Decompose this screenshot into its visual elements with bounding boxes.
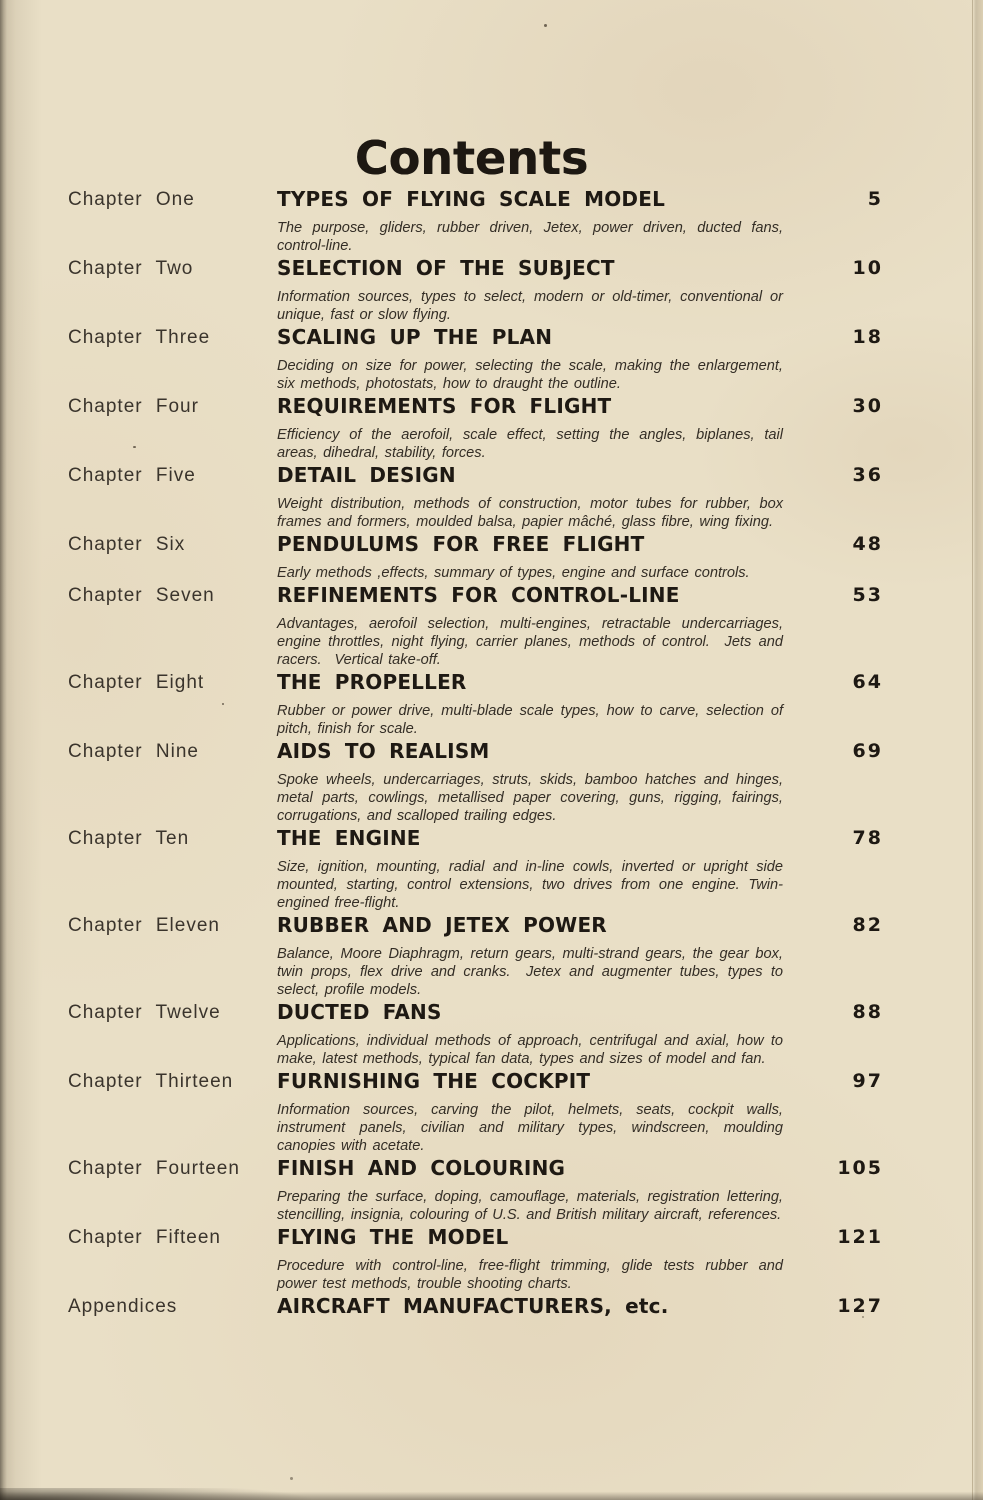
chapter-heading: DETAIL DESIGN <box>277 463 456 487</box>
chapter-description: Deciding on size for power, selecting the scale, making the enlargement, six methods, photostats, how to draught the outline. <box>277 358 783 392</box>
page-number: 5 <box>867 188 883 210</box>
toc-entry <box>68 1001 883 1068</box>
page-number: 78 <box>852 827 883 849</box>
chapter-description: Advantages, aerofoil selection, multi-engines, retractable undercarriages, engine throttles, night flying, carrier planes, methods of control. Jets and racers. Vertical take-off. <box>277 616 783 668</box>
chapter-label: Chapter Twelve <box>68 1002 221 1023</box>
page-number: 53 <box>852 584 883 606</box>
chapter-label: Appendices <box>68 1296 178 1317</box>
toc-entry <box>68 464 883 531</box>
table-of-contents <box>68 188 883 1318</box>
chapter-label: Chapter One <box>68 189 195 210</box>
chapter-label: Chapter Three <box>68 327 211 348</box>
toc-entry <box>68 1295 883 1318</box>
toc-entry <box>68 257 883 324</box>
chapter-heading: FINISH AND COLOURING <box>277 1156 566 1180</box>
toc-entry <box>68 1070 883 1155</box>
page-number: 127 <box>837 1295 883 1317</box>
chapter-heading: FLYING THE MODEL <box>277 1225 509 1249</box>
chapter-heading: FURNISHING THE COCKPIT <box>277 1069 591 1093</box>
chapter-description: Early methods ,effects, summary of types, engine and surface controls. <box>277 565 750 581</box>
chapter-heading: AIRCRAFT MANUFACTURERS, etc. <box>277 1294 669 1318</box>
chapter-description: Weight distribution, methods of construction, motor tubes for rubber, box frames and formers, moulded balsa, papier mâché, glass fibre, wing fixing. <box>277 496 783 530</box>
chapter-label: Chapter Seven <box>68 585 215 606</box>
page-number: 36 <box>852 464 883 486</box>
chapter-label: Chapter Nine <box>68 741 199 762</box>
chapter-heading: RUBBER AND JETEX POWER <box>277 913 607 937</box>
chapter-heading: THE PROPELLER <box>277 670 467 694</box>
toc-entry <box>68 1157 883 1224</box>
chapter-label: Chapter Thirteen <box>68 1071 234 1092</box>
toc-entry <box>68 188 883 255</box>
chapter-heading: DUCTED FANS <box>277 1000 442 1024</box>
chapter-description: Preparing the surface, doping, camouflage, materials, registration lettering, stencilling, insignia, colouring of U.S. and British military aircraft, references. <box>277 1189 783 1223</box>
toc-entry <box>68 740 883 825</box>
chapter-label: Chapter Six <box>68 534 186 555</box>
page-number: 82 <box>852 914 883 936</box>
chapter-description: Applications, individual methods of approach, centrifugal and axial, how to make, latest methods, typical fan data, types and sizes of model and fan. <box>277 1033 783 1067</box>
chapter-label: Chapter Eight <box>68 672 205 693</box>
toc-entry <box>68 1226 883 1293</box>
chapter-description: Rubber or power drive, multi-blade scale types, how to carve, selection of pitch, finish for scale. <box>277 703 783 737</box>
page-number: 10 <box>852 257 883 279</box>
chapter-label: Chapter Five <box>68 465 196 486</box>
page-number: 64 <box>852 671 883 693</box>
toc-entry <box>68 326 883 393</box>
paper-speck <box>290 1477 293 1480</box>
toc-entry <box>68 914 883 999</box>
toc-entry <box>68 584 883 669</box>
chapter-description: Efficiency of the aerofoil, scale effect, setting the angles, biplanes, tail areas, dihedral, stability, forces. <box>277 427 783 461</box>
page-number: 48 <box>852 533 883 555</box>
chapter-label: Chapter Four <box>68 396 199 417</box>
toc-entry <box>68 395 883 462</box>
chapter-label: Chapter Eleven <box>68 915 220 936</box>
chapter-description: Balance, Moore Diaphragm, return gears, multi-strand gears, the gear box, twin props, flex drive and cranks. Jetex and augmenter tubes, types to select, profile models. <box>277 946 783 998</box>
chapter-heading: SCALING UP THE PLAN <box>277 325 553 349</box>
chapter-description: The purpose, gliders, rubber driven, Jetex, power driven, ducted fans, control-line. <box>277 220 783 254</box>
page-number: 88 <box>852 1001 883 1023</box>
chapter-description: Size, ignition, mounting, radial and in-line cowls, inverted or upright side mounted, starting, control extensions, two drives from one engine. Twin-engined free-flight. <box>277 859 783 911</box>
chapter-heading: TYPES OF FLYING SCALE MODEL <box>277 187 666 211</box>
chapter-label: Chapter Fifteen <box>68 1227 221 1248</box>
title-block <box>0 132 963 185</box>
toc-entry <box>68 533 883 582</box>
chapter-heading: SELECTION OF THE SUBJECT <box>277 256 615 280</box>
page-number: 69 <box>852 740 883 762</box>
chapter-description: Spoke wheels, undercarriages, struts, skids, bamboo hatches and hinges, metal parts, cowlings, metallised paper covering, guns, rigging, fairings, corrugations, and scalloped trailing edges. <box>277 772 783 824</box>
page-number: 30 <box>852 395 883 417</box>
chapter-label: Chapter Fourteen <box>68 1158 240 1179</box>
chapter-description: Information sources, types to select, modern or old-timer, conventional or unique, fast or slow flying. <box>277 289 783 323</box>
chapter-description: Information sources, carving the pilot, helmets, seats, cockpit walls, instrument panels, civilian and military types, windscreen, moulding canopies with acetate. <box>277 1102 783 1154</box>
page-number: 121 <box>837 1226 883 1248</box>
toc-entry <box>68 827 883 912</box>
chapter-label: Chapter Ten <box>68 828 190 849</box>
chapter-heading: PENDULUMS FOR FREE FLIGHT <box>277 532 645 556</box>
chapter-label: Chapter Two <box>68 258 194 279</box>
chapter-heading: AIDS TO REALISM <box>277 739 490 763</box>
page-number: 105 <box>837 1157 883 1179</box>
page-number: 18 <box>852 326 883 348</box>
chapter-heading: THE ENGINE <box>277 826 421 850</box>
chapter-heading: REQUIREMENTS FOR FLIGHT <box>277 394 612 418</box>
toc-entry <box>68 671 883 738</box>
page-bottom-edge-shadow <box>0 1488 983 1500</box>
chapter-heading: REFINEMENTS FOR CONTROL-LINE <box>277 583 680 607</box>
chapter-description: Procedure with control-line, free-flight trimming, glide tests rubber and power test methods, trouble shooting charts. <box>277 1258 783 1292</box>
page-number: 97 <box>852 1070 883 1092</box>
page-title: Contents <box>354 131 589 185</box>
